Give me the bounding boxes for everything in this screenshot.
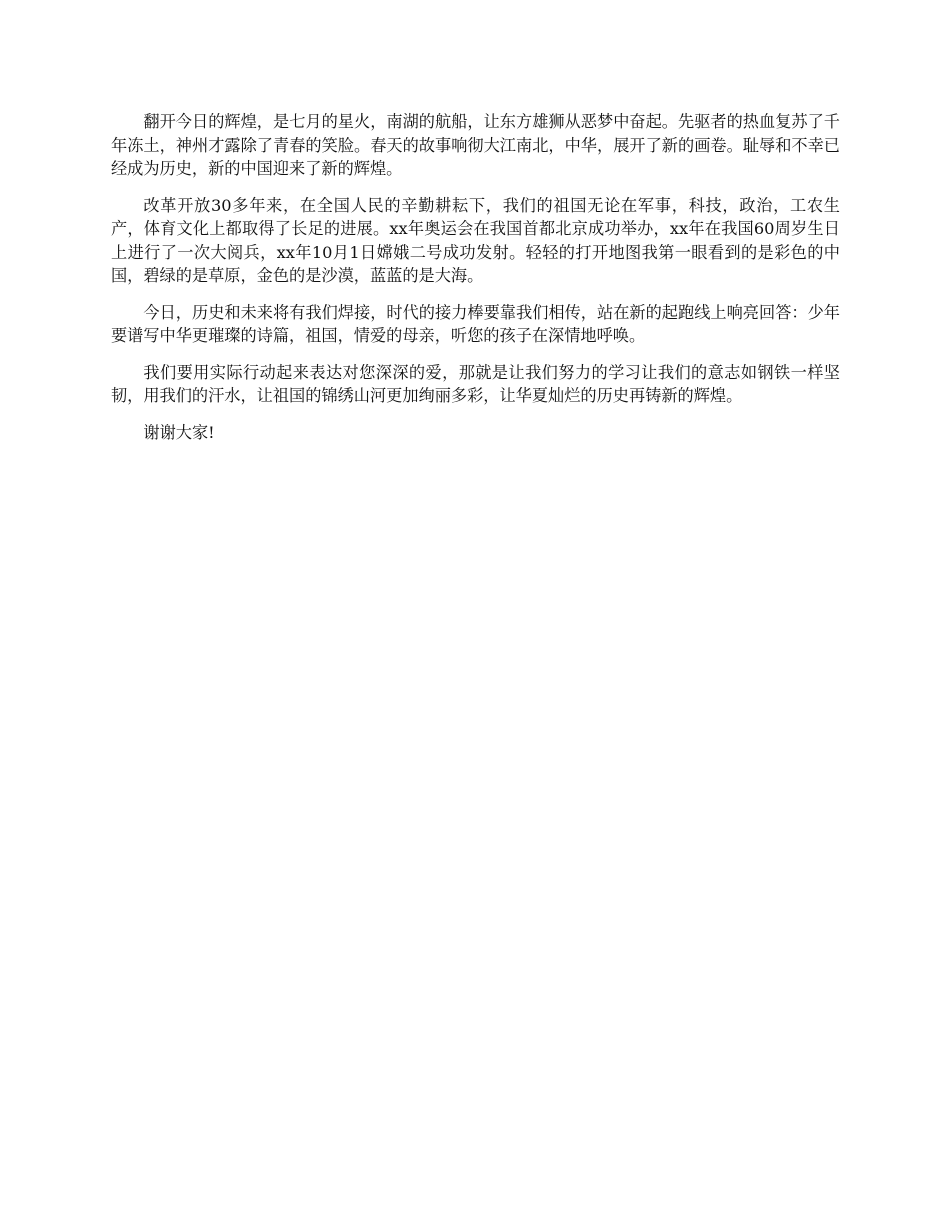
paragraph-2: 改革开放30多年来，在全国人民的辛勤耕耘下，我们的祖国无论在军事，科技，政治，工农生产，体育文化上都取得了长足的进展。xx年奥运会在我国首都北京成功举办，xx年在我国60周岁生日上进行了一次大阅兵，xx年10月1日嫦娥二号成功发射。轻轻的打开地图我第一眼看到的是彩色的中国，碧绿的是草原，金色的是沙漠，蓝蓝的是大海。 [111, 195, 840, 285]
paragraph-1: 翻开今日的辉煌，是七月的星火，南湖的航船，让东方雄狮从恶梦中奋起。先驱者的热血复苏了千年冻土，神州才露除了青春的笑脸。春天的故事响彻大江南北，中华，展开了新的画卷。耻辱和不幸已经成为历史，新的中国迎来了新的辉煌。 [111, 112, 840, 178]
paragraph-4: 我们要用实际行动起来表达对您深深的爱，那就是让我们努力的学习让我们的意志如钢铁一样坚韧，用我们的汗水，让祖国的锦绣山河更加绚丽多彩，让华夏灿烂的历史再铸新的辉煌。 [111, 362, 840, 405]
closing-line: 谢谢大家! [143, 422, 215, 442]
paragraph-3: 今日，历史和未来将有我们焊接，时代的接力棒要靠我们相传，站在新的起跑线上响亮回答：少年要谱写中华更璀璨的诗篇，祖国，情爱的母亲，听您的孩子在深情地呼唤。 [111, 302, 840, 345]
document-body [111, 110, 840, 457]
